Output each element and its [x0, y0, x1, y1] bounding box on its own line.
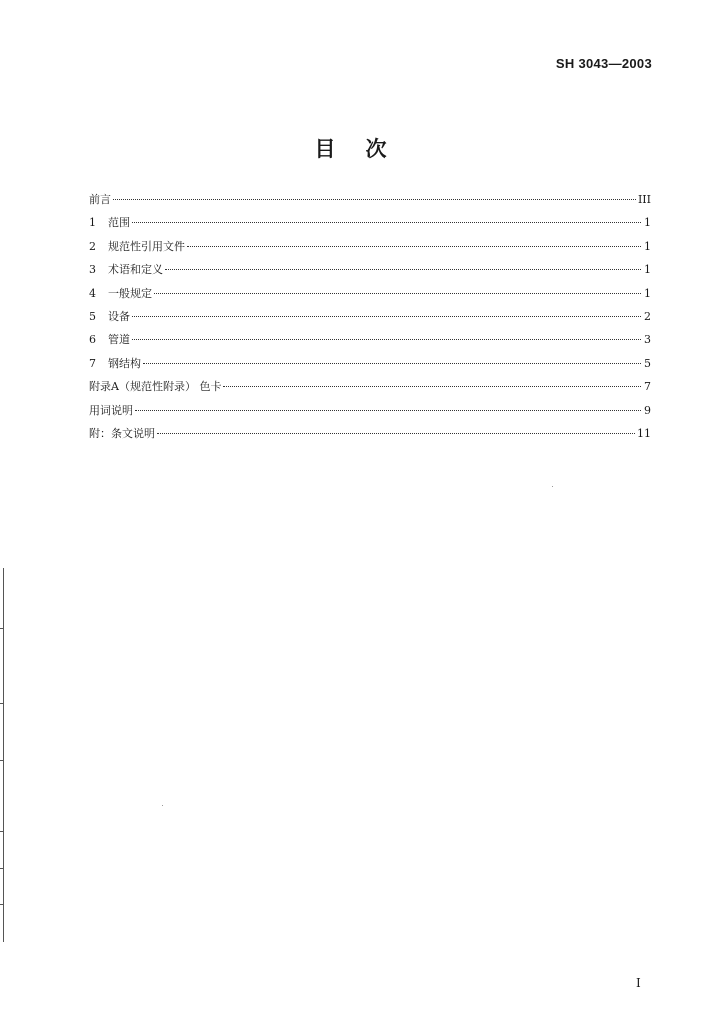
toc-leader-dots	[132, 316, 641, 317]
toc-leader-dots	[157, 433, 635, 434]
toc-leader-dots	[143, 363, 641, 364]
page-number: I	[636, 976, 641, 990]
toc-entry-page: 1	[644, 239, 651, 253]
toc-entry-number: 1	[89, 216, 96, 230]
toc-entry-page: 1	[644, 286, 651, 300]
toc-entry-number: 4	[89, 286, 96, 300]
scan-edge-tick	[0, 760, 3, 761]
toc-entry-normative-references[interactable]	[89, 240, 651, 263]
toc-entry-page: 1	[644, 216, 651, 230]
scan-edge-tick	[0, 831, 3, 832]
toc-list	[89, 193, 651, 450]
toc-entry-number: 2	[89, 239, 96, 253]
toc-entry-equipment[interactable]	[89, 310, 651, 333]
toc-entry-label: 附录A（规范性附录） 色卡	[89, 380, 222, 394]
toc-entry-label: 范围	[108, 216, 130, 230]
toc-entry-steel-structure[interactable]	[89, 357, 651, 380]
toc-entry-label: 钢结构	[108, 356, 141, 370]
scan-edge-tick	[0, 628, 3, 629]
toc-entry-page: III	[637, 193, 651, 206]
toc-entry-label: 术语和定义	[108, 263, 163, 277]
toc-title-char-2: 次	[365, 136, 387, 161]
scan-speck	[552, 486, 553, 487]
standard-code: SH 3043—2003	[555, 56, 652, 71]
toc-entry-label: 附：条文说明	[89, 426, 155, 440]
toc-entry-label: 用词说明	[89, 403, 133, 417]
toc-entry-clause-explanation[interactable]	[89, 427, 651, 450]
toc-entry-general-provisions[interactable]	[89, 287, 651, 310]
toc-leader-dots	[165, 269, 641, 270]
toc-entry-page: 1	[644, 263, 651, 277]
toc-entry-number: 3	[89, 263, 96, 277]
scan-edge-tick	[0, 904, 3, 905]
toc-leader-dots	[132, 222, 641, 223]
toc-entry-label: 前言	[89, 193, 111, 206]
toc-entry-label: 一般规定	[108, 286, 152, 300]
toc-entry-page: 5	[644, 356, 651, 370]
toc-leader-dots	[132, 339, 641, 340]
scan-edge-tick	[0, 868, 3, 869]
toc-entry-foreword[interactable]	[89, 193, 651, 216]
toc-title	[0, 133, 701, 163]
toc-leader-dots	[187, 246, 641, 247]
toc-entry-appendix-a[interactable]	[89, 380, 651, 403]
toc-entry-label: 设备	[108, 309, 130, 323]
toc-entry-number: 7	[89, 356, 96, 370]
toc-entry-page: 2	[644, 309, 651, 323]
toc-entry-label: 管道	[108, 333, 130, 347]
toc-entry-page: 3	[644, 333, 651, 347]
toc-leader-dots	[154, 293, 641, 294]
scan-left-edge-line	[0, 568, 4, 942]
toc-entry-terms-definitions[interactable]	[89, 263, 651, 286]
toc-leader-dots	[135, 410, 641, 411]
toc-entry-scope[interactable]	[89, 216, 651, 239]
toc-entry-page: 7	[644, 380, 651, 394]
toc-entry-number: 5	[89, 309, 96, 323]
toc-entry-number: 6	[89, 333, 96, 347]
toc-title-char-1: 目	[314, 136, 336, 161]
toc-entry-piping[interactable]	[89, 333, 651, 356]
toc-entry-page: 11	[637, 426, 651, 440]
scan-edge-tick	[0, 703, 3, 704]
scan-speck	[162, 805, 163, 806]
toc-leader-dots	[113, 199, 636, 200]
toc-leader-dots	[223, 386, 641, 387]
toc-entry-wording-explanation[interactable]	[89, 404, 651, 427]
toc-entry-page: 9	[644, 403, 651, 417]
toc-entry-label: 规范性引用文件	[108, 239, 185, 253]
